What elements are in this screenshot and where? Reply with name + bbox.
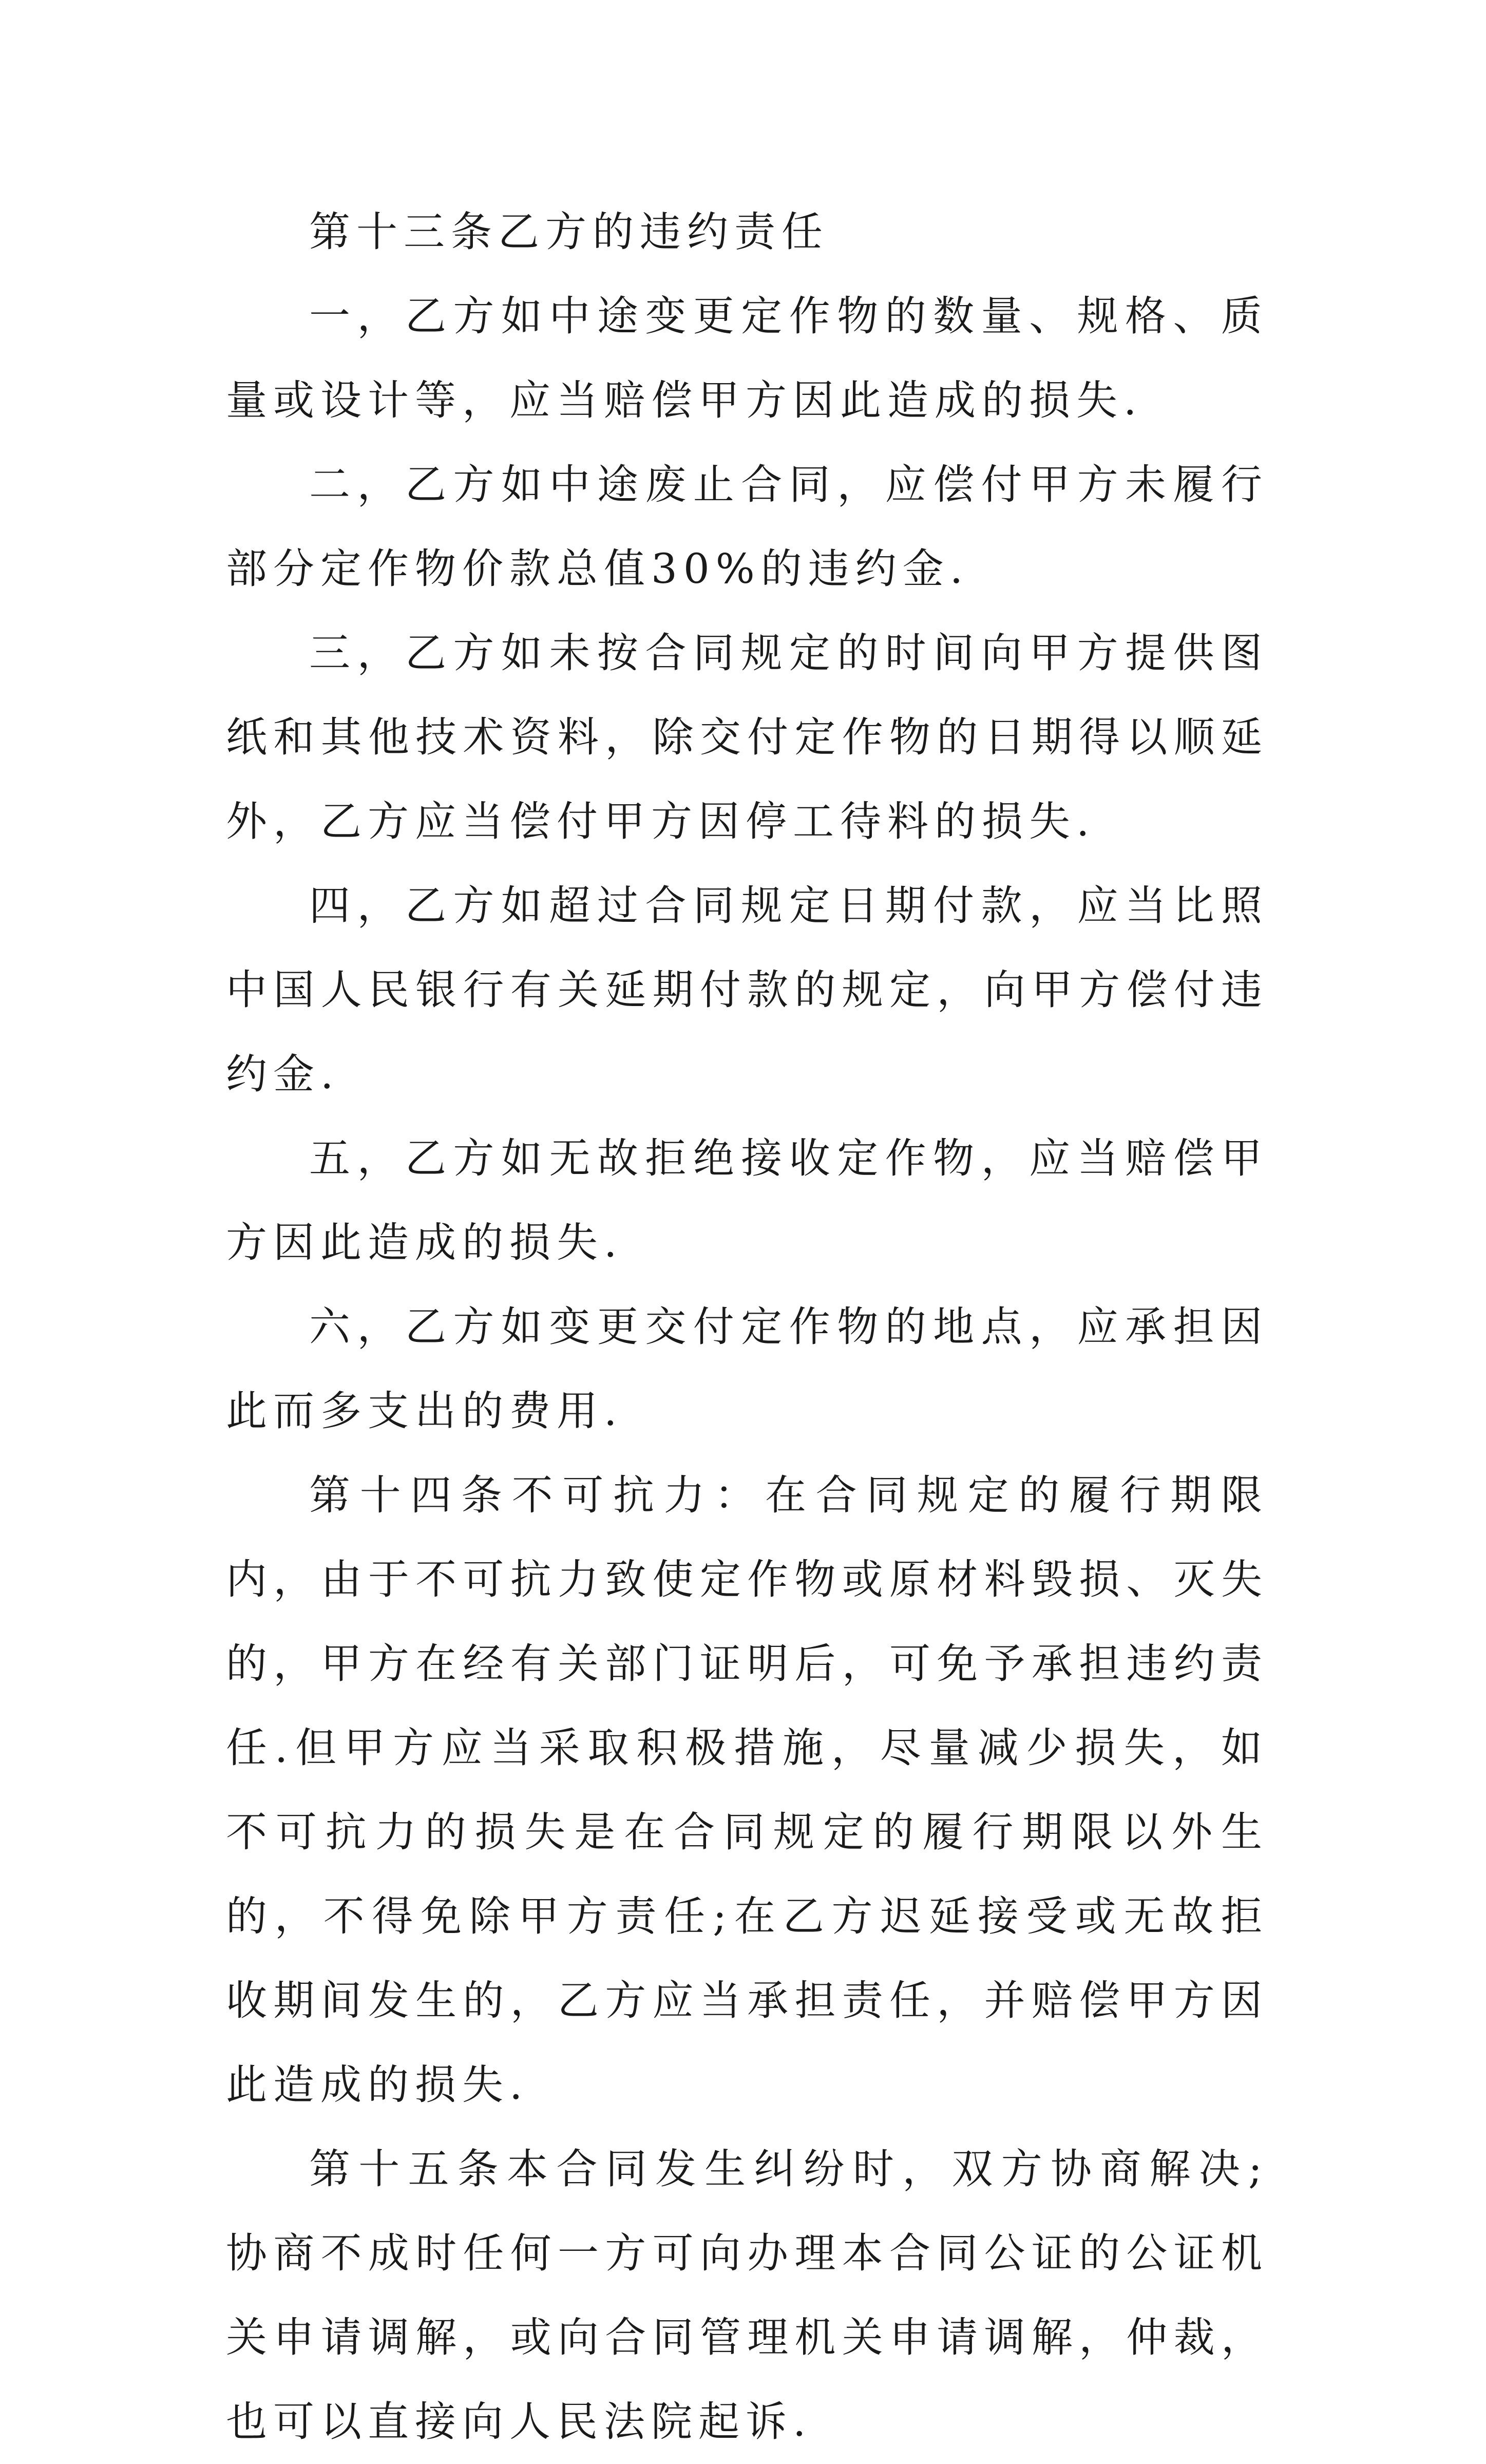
article-15-disputes: 第十五条本合同发生纠纷时，双方协商解决;协商不成时任何一方可向办理本合同公证的公证机关申请调解，或向合同管理机关申请调解，仲裁，也可以直接向人民法院起诉. (226, 2145, 1268, 2446)
article-13-clause-5: 五，乙方如无故拒绝接收定作物，应当赔偿甲方因此造成的损失. (226, 1134, 1268, 1266)
document-body (226, 190, 1268, 2464)
article-14-force-majeure: 第十四条不可抗力：在合同规定的履行期限内，由于不可抗力致使定作物或原材料毁损、灭失的，甲方在经有关部门证明后，可免予承担违约责任.但甲方应当采取积极措施，尽量减少损失，如不可抗力的损失是在合同规定的履行期限以外生的，不得免除甲方责任;在乙方迟延接受或无故拒收期间发生的，乙方应当承担责任，并赔偿甲方因此造成的损失. (226, 1471, 1268, 2109)
article-13-clause-3: 三，乙方如未按合同规定的时间向甲方提供图纸和其他技术资料，除交付定作物的日期得以顺延外，乙方应当偿付甲方因停工待料的损失. (226, 629, 1268, 845)
article-13-clause-6: 六，乙方如变更交付定作物的地点，应承担因此而多支出的费用. (226, 1303, 1268, 1435)
article-13-clause-4: 四，乙方如超过合同规定日期付款，应当比照中国人民银行有关延期付款的规定，向甲方偿付违约金. (226, 882, 1268, 1098)
article-13-clause-2: 二，乙方如中途废止合同，应偿付甲方未履行部分定作物价款总值30%的违约金. (226, 461, 1268, 593)
article-13-heading: 第十三条乙方的违约责任 (309, 208, 829, 256)
article-13-clause-1: 一，乙方如中途变更定作物的数量、规格、质量或设计等，应当赔偿甲方因此造成的损失. (226, 292, 1268, 424)
